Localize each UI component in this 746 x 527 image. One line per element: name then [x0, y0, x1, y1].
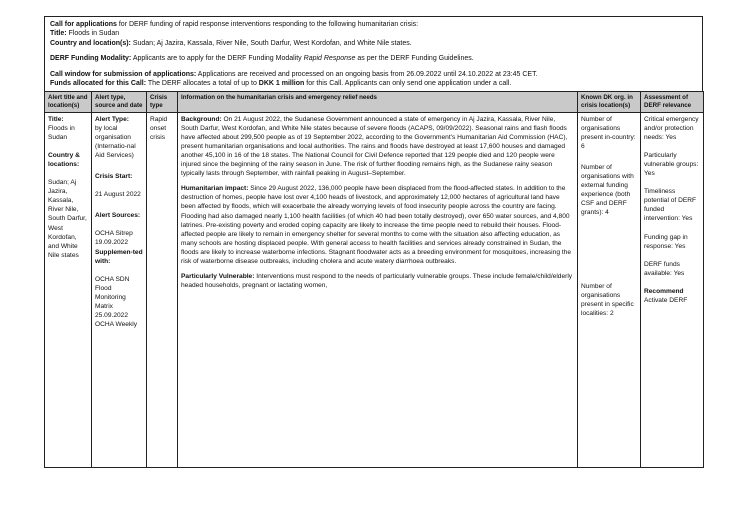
impact-paragraph [181, 184, 574, 266]
country-label: Country and location(s): [50, 39, 131, 47]
funds-label: Funds allocated for this Call: [50, 80, 147, 88]
call-label: Call for applications [50, 21, 117, 28]
modality-label: DERF Funding Modality: [50, 55, 132, 63]
modality-text-2: as per the DERF Funding Guidelines. [355, 55, 474, 63]
funds-text-2: for this Call. Applicants can only send one application under a call. [304, 80, 512, 88]
col1-country-label: Country & locations: [48, 151, 80, 168]
col2-supplemented-label: Supplemen-ted with: [95, 248, 143, 265]
col-header-assessment: Assessment of DERF relevance [641, 92, 704, 112]
background-label: Background: [181, 115, 222, 123]
modality-line [50, 54, 697, 63]
funds-amount: DKK 1 million [258, 80, 305, 88]
modality-italic: Rapid Response [303, 55, 356, 63]
col6-item-2: Particularly vulnerable groups: Yes [644, 151, 699, 178]
title-line [50, 29, 697, 38]
col2-crisis-start-label: Crisis Start: [95, 173, 133, 181]
col2-crisis-start-value: 21 August 2022 [95, 191, 141, 199]
vulnerable-label: Particularly Vulnerable: [181, 273, 255, 281]
funds-text-1: The DERF allocates a total of up to [146, 80, 259, 88]
col5-item-2: Number of organisations with external funding experience (both CSF and DERF grants): 4 [581, 164, 634, 217]
col-header-dk-org: Known DK org. in crisis location(s) [578, 92, 641, 112]
col2-supplemented-value-1: OCHA SDN Flood Monitoring Matrix 25.09.2022 [95, 275, 130, 320]
col1-country-value: Sudan; Aj Jazira, Kassala, River Nile, South Darfur, West Kordofan, and White Nile states [48, 179, 87, 259]
country-text: Sudan; Aj Jazira, Kassala, River Nile, South Darfur, West Kordofan, and White Nile states. [130, 39, 412, 47]
table-row [45, 112, 704, 467]
col1-title-value: Floods in Sudan [48, 124, 75, 141]
col-header-information: Information on the humanitarian crisis and emergency relief needs [178, 92, 578, 112]
col2-supplemented-value-2: OCHA Weekly [95, 321, 138, 329]
col3-crisis-type: Rapid onset crisis [150, 115, 168, 141]
call-line [50, 20, 697, 29]
col1-title-label: Title: [48, 115, 64, 123]
title-label: Title: [50, 30, 67, 38]
document-page [44, 16, 703, 468]
col2-alert-sources-value: OCHA Sitrep 19.09.2022 [95, 230, 133, 247]
col5-item-1: Number of organisations present in-country: 6 [581, 115, 636, 150]
country-line [50, 39, 697, 48]
vulnerable-paragraph [181, 272, 574, 290]
col6-recommend-label: Recommend [644, 287, 684, 295]
col-header-alert-title: Alert title and location(s) [45, 92, 92, 112]
col6-item-5: DERF funds available: Yes [644, 260, 685, 277]
alert-table [44, 91, 704, 467]
table-header-row [45, 92, 704, 112]
impact-label: Humanitarian impact: [181, 185, 249, 193]
impact-text: Since 29 August 2022, 136,000 people have been displaced from the flood-affected states. In addition to the destruction of homes, people have lost over 4,100 heads of livestock, and approximately 12,000 hectares of agricultural land have been affected by floods, which will exacerbate the already worrying levels of food insecurity people across the country are facing. Flooding had also damaged nearly 1,100 health facilities (of which 40 had been totally destroyed), over 650 water sources, and 4,800 latrines. Pre-existing poverty and eroded coping capacity are likely to increase the time people need to rebuild their houses. Flood-affected people are likely to remain in emergency shelter for several months to come with the situation also affecting education, as many schools are hosting displaced people. With general access to health facilities and services already constrained in Sudan, the floods are likely to increase waterborne infections. Stagnant floodwater acts as a breeding environment for mosquitoes, increasing the risk of waterborne disease outbreaks, including cholera and acute watery diarrhoea outbreaks. [181, 185, 571, 266]
col6-item-3: Timeliness potential of DERF funded intervention: Yes [644, 188, 697, 223]
background-text: On 21 August 2022, the Sudanese Government announced a state of emergency in Aj Jazira, Kassala, River Nile, South Darfur, West Kordofan, and White Nile states because of severe floods (ACAPS, 09/09/2022). Seasonal rains and flash floods have affected about 299,500 people as of 19 September 2022, according to the Government's Humanitarian Aid Commission (HAC), present humanitarian organisations and local authorities. The rains and floods have destroyed at least 17,600 houses and damaged another 45,100 in 16 of the 18 states. The National Council for Civil Defence reported that 129 people died and 120 people were injured since the beginning of the rainy season in June. The risk of further flooding remains high, as the Sudanese rainy season typically lasts through September, with rainfall peaking in August–September. [181, 115, 568, 178]
col2-alert-type-value: by local organisation (Internatio-nal Aid Services) [95, 124, 136, 159]
vulnerable-text: Interventions must respond to the needs of particularly vulnerable groups. These include female/child/elderly headed households, pregnant or lactating women, [181, 273, 573, 290]
col6-item-1: Critical emergency and/or protection needs: Yes [644, 115, 699, 141]
window-line [50, 70, 697, 79]
background-paragraph [181, 115, 574, 179]
window-text: Applications are received and processed on an ongoing basis from 26.09.2022 until 24.10.2022 at 23:45 CET. [196, 70, 538, 78]
col-header-alert-type: Alert type, source and date [92, 92, 147, 112]
col-header-crisis-type: Crisis type [147, 92, 178, 112]
window-label: Call window for submission of applications: [50, 70, 197, 78]
funds-line [50, 79, 697, 88]
title-text: Floods in Sudan [66, 30, 120, 38]
col5-item-3: Number of organisations present in specific localities: 2 [581, 282, 634, 317]
col2-alert-type-label: Alert Type: [95, 115, 129, 123]
call-text: for DERF funding of rapid response interventions responding to the following humanitarian crisis: [116, 21, 419, 28]
modality-text-1: Applicants are to apply for the DERF Funding Modality [131, 55, 304, 63]
call-header-box [44, 16, 703, 92]
col2-alert-sources-label: Alert Sources: [95, 212, 141, 220]
col6-recommend-value: Activate DERF [644, 297, 688, 305]
col6-item-4: Funding gap in response: Yes [644, 233, 688, 250]
